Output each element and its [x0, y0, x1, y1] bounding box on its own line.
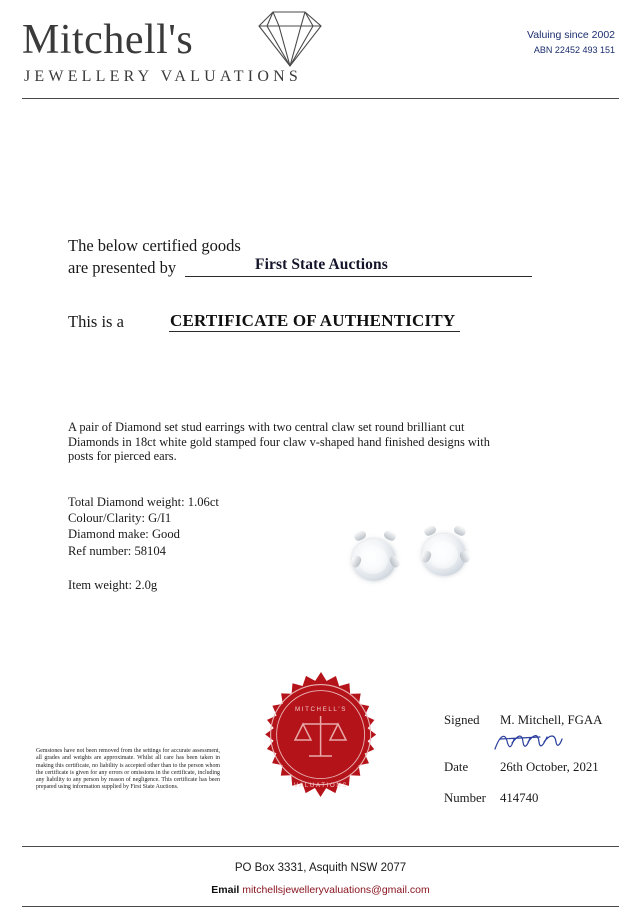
presented-by-value: First State Auctions	[255, 256, 388, 273]
abn-text: ABN 22452 493 151	[533, 45, 615, 55]
scales-of-justice-icon	[245, 672, 397, 824]
seal-text-bottom: VALUATIONS	[293, 782, 349, 789]
seal-text-top: MITCHELL'S	[295, 706, 347, 713]
date-label: Date	[444, 760, 469, 774]
footer-email-address[interactable]: mitchellsjewelleryvaluations@gmail.com	[242, 884, 430, 896]
handwritten-signature	[492, 729, 564, 755]
presented-by-label: are presented by	[68, 258, 177, 277]
brand-subtitle: JEWELLERY VALUATIONS	[24, 68, 302, 85]
signed-value: M. Mitchell, FGAA	[500, 713, 603, 727]
footer-email	[0, 884, 641, 896]
certificate-title: CERTIFICATE OF AUTHENTICITY	[170, 311, 456, 330]
this-is-a-label: This is a	[68, 312, 124, 331]
header-divider	[22, 98, 619, 99]
number-label: Number	[444, 791, 486, 805]
spec-diamond-make: Diamond make: Good	[68, 527, 180, 542]
number-value: 414740	[500, 791, 539, 805]
diamond-icon	[243, 8, 331, 70]
spec-total-diamond-weight: Total Diamond weight: 1.06ct	[68, 495, 219, 509]
presented-by-underline	[185, 276, 532, 277]
earring-right	[418, 522, 474, 578]
item-description: A pair of Diamond set stud earrings with two central claw set round brilliant cut Diamonds in 18ct white gold stamped four claw v-shaped hand finished designs with posts for pierced ears.	[68, 420, 490, 464]
official-seal	[245, 672, 397, 824]
certified-goods-line: The below certified goods	[68, 236, 241, 255]
item-specs	[68, 494, 219, 559]
footer-email-label: Email	[211, 884, 240, 896]
valuing-since-text: Valuing since 2002	[527, 29, 615, 41]
disclaimer-text: Gemstones have not been removed from the settings for accurate assessment, all grades and weights are approximate. Whilst all care has been taken in making this certificate, no liability is accepted other than to the person whom the certificate is given for any errors or omissions in the certificate, including any liability to any person by reason of negligence. This certificate has been prepared using information supplied by First State Auctions.	[36, 748, 220, 791]
spec-colour-clarity: Colour/Clarity: G/I1	[68, 511, 172, 526]
signed-label: Signed	[444, 713, 480, 727]
diamond-stud-earrings-photo	[330, 505, 500, 605]
footer-divider-bottom	[22, 906, 619, 907]
brand-name: Mitchell's	[22, 17, 194, 63]
footer-address: PO Box 3331, Asquith NSW 2077	[234, 862, 407, 874]
spec-ref-number: Ref number: 58104	[68, 543, 166, 558]
document-header	[0, 0, 641, 100]
item-weight: Item weight: 2.0g	[68, 578, 158, 592]
earring-left	[348, 527, 404, 583]
footer-divider-top	[22, 846, 619, 847]
date-value: 26th October, 2021	[500, 760, 599, 774]
certificate-title-underline	[169, 331, 460, 332]
